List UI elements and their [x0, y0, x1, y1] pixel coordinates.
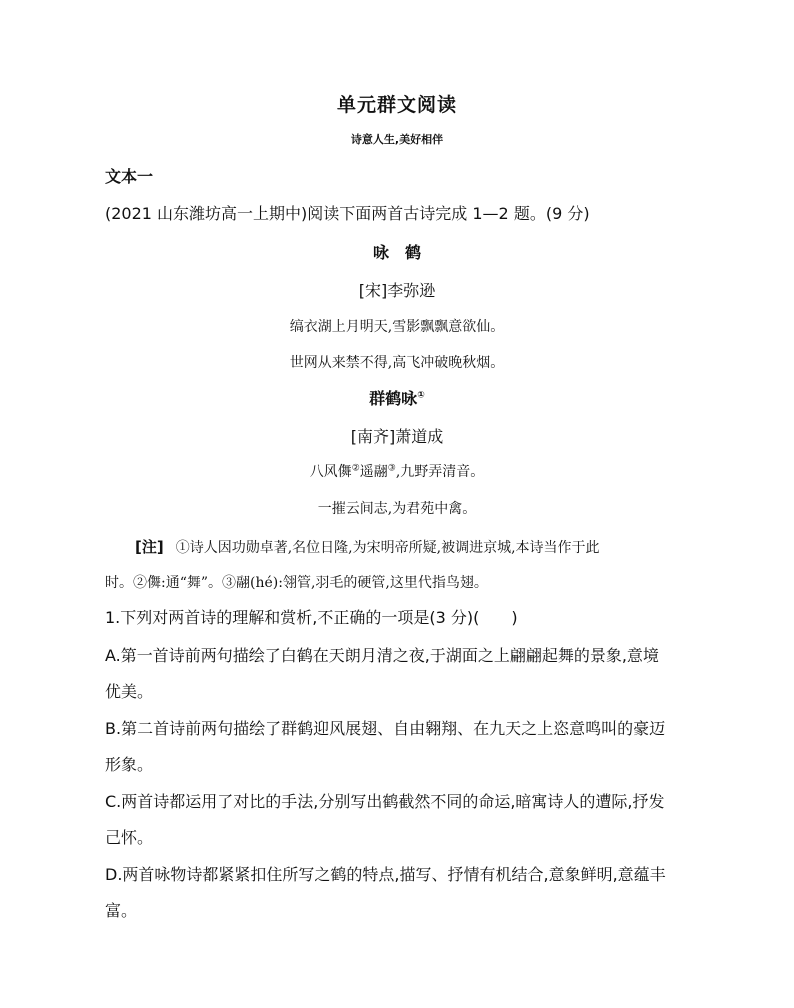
poem2-title [0, 386, 794, 409]
poem2-title-text: 群鹤咏 [369, 389, 418, 408]
option-a-line-2: 优美。 [105, 682, 154, 701]
poem2-line1-part-c: ,九野弄清音。 [395, 464, 485, 480]
page-subtitle: 诗意人生,美好相伴 [350, 133, 444, 146]
poem2-line1-part-b: 遥翮 [359, 464, 388, 480]
page-title: 单元群文阅读 [336, 94, 457, 116]
reading-instruction: (2021 山东潍坊高一上期中)阅读下面两首古诗完成 1—2 题。(9 分) [105, 204, 590, 223]
option-d-line-1: D.两首咏物诗都紧紧扣住所写之鹤的特点,描写、抒情有机结合,意象鲜明,意蕴丰 [105, 865, 666, 884]
option-a-line-1: A.第一首诗前两句描绘了白鹤在天朗月清之夜,于湖面之上翩翩起舞的景象,意境 [105, 646, 659, 665]
option-d-line-2: 富。 [105, 901, 138, 920]
poem2-author: [南齐]萧道成 [350, 427, 444, 446]
footnote-marker-1: ① [417, 390, 425, 401]
poem2-line-2: 一摧云间志,为君苑中禽。 [317, 501, 477, 517]
question-stem: 1.下列对两首诗的理解和赏析,不正确的一项是(3 分)( ) [105, 608, 518, 627]
section-heading: 文本一 [105, 167, 154, 186]
option-c-line-2: 己怀。 [105, 828, 154, 847]
poem2-line-1 [0, 461, 794, 481]
footnote-marker-2: ② [351, 463, 360, 474]
note-line-1 [135, 536, 600, 557]
poem1-line-1: 缟衣湖上月明天,雪影飘飘意欲仙。 [289, 319, 505, 335]
note-line-2: 时。②儛:通“舞”。③翮(hé):翎管,羽毛的硬管,这里代指鸟翅。 [105, 575, 488, 591]
option-c-line-1: C.两首诗都运用了对比的手法,分别写出鹤截然不同的命运,暗寓诗人的遭际,抒发 [105, 792, 665, 811]
option-b-line-1: B.第二首诗前两句描绘了群鹤迎风展翅、自由翱翔、在九天之上恣意鸣叫的豪迈 [105, 719, 666, 738]
footnote-marker-3: ③ [387, 463, 396, 474]
note-label: [注] [135, 538, 164, 556]
poem1-line-2: 世网从来禁不得,高飞冲破晚秋烟。 [289, 355, 505, 371]
option-b-line-2: 形象。 [105, 755, 154, 774]
note-text-1: ①诗人因功勋卓著,名位日隆,为宋明帝所疑,被调进京城,本诗当作于此 [175, 540, 600, 556]
poem2-line1-part-a: 八风儛 [309, 464, 352, 480]
poem1-author: [宋]李弥逊 [358, 281, 436, 300]
poem1-title: 咏 鹤 [372, 243, 421, 262]
